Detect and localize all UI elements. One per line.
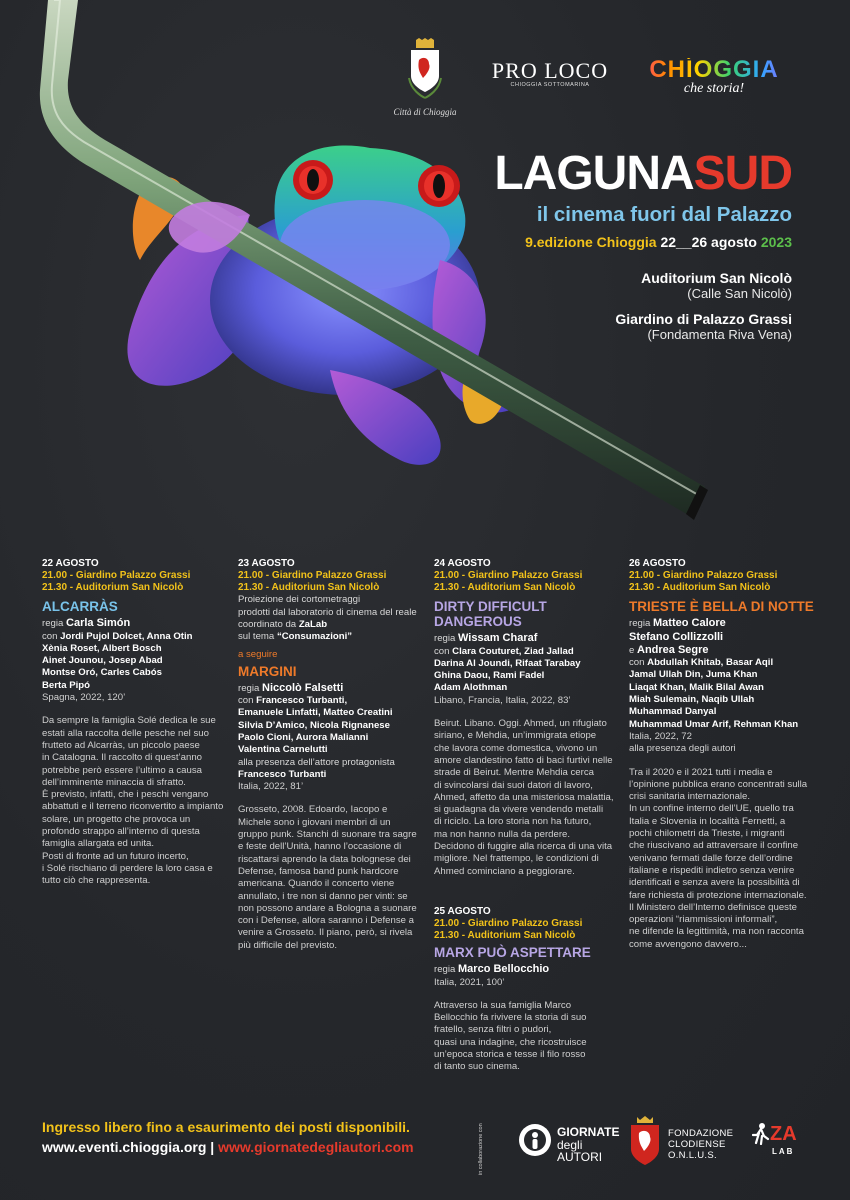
program-col-23 — [238, 558, 428, 952]
screening-date: 23 AGOSTO — [238, 558, 295, 569]
screening-time: 21.30 - Auditorium San Nicolò — [238, 582, 380, 594]
film-presence: alla presenza degli autori — [629, 743, 736, 755]
intro-line: prodotti dal laboratorio di cinema del reale — [238, 606, 417, 618]
regia-label: regia — [629, 618, 651, 630]
venue-giardino — [615, 311, 792, 342]
cast-line: Ghina Daou, Rami Fadel — [434, 670, 545, 682]
synopsis-line: Michele sono i giovani membri di un — [238, 816, 391, 828]
film-director — [238, 682, 428, 695]
intro-line: Proiezione dei cortometraggi — [238, 594, 361, 606]
synopsis-line: solare, un progetto che provoca un — [42, 813, 191, 825]
synopsis-line: venivano fermati dalle forze dell’ordine — [629, 852, 793, 864]
director-name: Carla Simón — [66, 617, 131, 630]
synopsis-line: In un confine interno dell’UE, quello tra — [629, 803, 794, 815]
free-entry-notice: Ingresso libero fino a esaurimento dei posti disponibili. — [42, 1119, 410, 1135]
edition-city: Chioggia — [596, 234, 657, 250]
director-name: Marco Bellocchio — [458, 963, 550, 976]
zalab-logo — [752, 1123, 802, 1163]
synopsis-line: un’epoca storica e tesse il filo rosso — [434, 1049, 586, 1061]
film-title: TRIESTE È BELLA DI NOTTE — [629, 599, 814, 615]
shorts-intro — [238, 594, 428, 643]
synopsis-line: riscattarsi aprendo la data bolognese dei — [238, 853, 411, 865]
regia-label: regia — [42, 618, 64, 630]
citta-di-chioggia-logo — [385, 38, 465, 128]
cast-line: Montse Oró, Carles Cabós — [42, 667, 162, 679]
program-col-26 — [629, 558, 814, 951]
synopsis-line: di riciclo. La loro storia non ha futuro, — [434, 816, 592, 828]
synopsis-line: in Catalogna. Il raccolto di quest’anno — [42, 752, 202, 764]
film-cast — [434, 646, 624, 658]
film-title: MARGINI — [238, 663, 297, 679]
synopsis-line: siriano, e Mehdia, un’immigrata etiope — [434, 730, 597, 742]
film-cast — [238, 695, 428, 707]
cast-line: Berta Pipó — [42, 679, 90, 691]
film-cast — [629, 657, 814, 669]
fondazione-line: O.N.L.U.S. — [668, 1150, 717, 1161]
program-col-25 — [434, 906, 624, 1074]
synopsis-line: dell’imminente minaccia di sfratto. — [42, 776, 186, 788]
film-title — [434, 599, 624, 629]
regia-label: regia — [238, 682, 260, 694]
film-meta: Italia, 2021, 100’ — [434, 976, 505, 988]
synopsis-line: di svincolarsi dai suoi datori di lavoro, — [434, 779, 593, 791]
intro-organization: ZaLab — [298, 618, 328, 630]
synopsis-line: estati alla raccolta delle pesche nel suo — [42, 727, 209, 739]
giornate-degli-autori-logo — [517, 1122, 620, 1164]
screening-time: 21.00 - Giardino Palazzo Grassi — [434, 570, 583, 582]
director-name: Wissam Charaf — [458, 632, 538, 645]
synopsis-line: abbattuti e il terreno riconvertito a impianto — [42, 801, 224, 813]
director-name: Matteo Calore — [653, 617, 726, 630]
film-synopsis — [434, 1000, 624, 1074]
synopsis-line: con i Defense, allora saranno i Defense a — [238, 915, 414, 927]
synopsis-line: Decidono di fuggire alla ricerca di una vita — [434, 841, 613, 853]
regia-label: regia — [434, 633, 456, 645]
synopsis-line: venire a Grosseto. Il piano, però, si rivela — [238, 927, 413, 939]
screening-time: 21.30 - Auditorium San Nicolò — [42, 582, 184, 594]
cast-line: Emanuele Linfatti, Matteo Creatini — [238, 707, 393, 719]
film-title: ALCARRÀS — [42, 599, 118, 615]
synopsis-line: Beirut. Libano. Oggi. Ahmed, un rifugiato — [434, 718, 607, 730]
synopsis-line: operazioni “riammissioni informali”, — [629, 914, 778, 926]
zalab-za-text: ZA — [770, 1123, 797, 1145]
venue-address: (Calle San Nicolò) — [687, 286, 792, 301]
synopsis-line: profondo strappo all’interno di questa — [42, 826, 200, 838]
screening-time: 21.30 - Auditorium San Nicolò — [434, 582, 576, 594]
cast-line: Paolo Cioni, Aurora Malianni — [238, 731, 369, 743]
chioggia-word: CHÍOGGIA — [636, 58, 792, 82]
venue-name: Giardino di Palazzo Grassi — [615, 311, 792, 327]
synopsis-line: italiane e rispediti indietro senza venire — [629, 864, 795, 876]
screening-date: 24 AGOSTO — [434, 558, 491, 569]
camera-reel-icon — [517, 1122, 553, 1158]
link-giornate-autori[interactable]: www.giornatedegliautori.com — [218, 1139, 414, 1155]
intro-theme: “Consumazioni” — [276, 631, 353, 643]
cast-label: con — [629, 657, 645, 669]
synopsis-line: strade di Beirut. Mentre Mehdia cerca — [434, 767, 594, 779]
venue-name: Auditorium San Nicolò — [641, 270, 792, 286]
title-laguna: LAGUNA — [494, 147, 694, 200]
screening-time: 21.30 - Auditorium San Nicolò — [434, 930, 576, 942]
running-figure-icon — [752, 1123, 770, 1145]
intro-line: coordinato da — [238, 618, 297, 630]
synopsis-line: Il Ministero dell’Interno definisce queste — [629, 901, 797, 913]
director-name-3 — [629, 644, 814, 657]
cast-line: Francesco Turbanti, — [256, 695, 348, 707]
collaboration-label — [478, 1105, 492, 1175]
synopsis-line: migliore. Nel frattempo, le condizioni di — [434, 853, 599, 865]
synopsis-line: Ahmed cominciano a peggiorare. — [434, 865, 575, 877]
synopsis-line: Posti di fronte ad un futuro incerto, — [42, 850, 189, 862]
screening-time: 21.00 - Giardino Palazzo Grassi — [629, 570, 778, 582]
synopsis-line: americana. Quando il concerto viene — [238, 878, 395, 890]
film-synopsis — [238, 804, 428, 952]
film-synopsis — [629, 767, 814, 951]
cast-line: Xènia Roset, Albert Bosch — [42, 642, 162, 654]
chioggia-che-storia-logo — [636, 58, 792, 102]
synopsis-line: tutto ciò che rappresenta. — [42, 875, 151, 887]
presence-name: Francesco Turbanti — [238, 768, 327, 780]
synopsis-line: quasi una indagine, che ricostruisce — [434, 1036, 587, 1048]
synopsis-line: gruppo punk. Stanchi di suonare tra sagre — [238, 829, 417, 841]
festival-title — [494, 147, 792, 200]
cast-line: Ainet Jounou, Josep Abad — [42, 655, 163, 667]
zalab-lab-text: LAB — [772, 1147, 795, 1156]
film-meta: Italia, 2022, 72 — [629, 730, 692, 742]
film-meta: Italia, 2022, 81’ — [238, 781, 304, 793]
film-synopsis — [42, 715, 232, 887]
crest-icon — [628, 1115, 662, 1167]
footer-links — [42, 1139, 414, 1155]
synopsis-line: Attraverso la sua famiglia Marco — [434, 999, 572, 1011]
synopsis-line: l’opinione pubblica erano concentrati sulla — [629, 778, 808, 790]
screening-time: 21.30 - Auditorium San Nicolò — [629, 582, 771, 594]
synopsis-line: di tanto suo cinema. — [434, 1061, 520, 1073]
film-director — [434, 963, 624, 976]
film-synopsis — [434, 718, 624, 878]
film-director — [434, 632, 624, 645]
fondazione-text — [668, 1128, 733, 1161]
synopsis-line: i Solé rischiano di perdere la loro casa e — [42, 862, 213, 874]
screening-date: 26 AGOSTO — [629, 558, 686, 569]
cast-line: Abdullah Khitab, Basar Aqil — [647, 657, 774, 669]
synopsis-line: Grosseto, 2008. Edoardo, Iacopo e — [238, 804, 388, 816]
film-meta: Libano, Francia, Italia, 2022, 83’ — [434, 694, 571, 706]
synopsis-line: e feste dell’Unità, hanno l’occasione di — [238, 841, 402, 853]
synopsis-line: frutteto ad Alcarràs, un piccolo paese — [42, 739, 200, 751]
cast-line: Silvia D’Amico, Nicola Rignanese — [238, 719, 390, 731]
fondazione-line: FONDAZIONE — [668, 1128, 734, 1139]
cast-line: Muhammad Umar Arif, Rehman Khan — [629, 718, 799, 730]
fondazione-line: CLODIENSE — [668, 1139, 726, 1150]
director-name-2 — [629, 631, 814, 644]
screening-time: 21.00 - Giardino Palazzo Grassi — [238, 570, 387, 582]
cast-line: Adam Alothman — [434, 682, 508, 694]
a-seguire-label: a seguire — [238, 649, 278, 661]
cast-label: con — [434, 645, 450, 657]
pro-loco-subtext: CHIOGGIA SOTTOMARINA — [510, 82, 590, 88]
synopsis-line: pochi chilometri da Trieste, i migranti — [629, 828, 785, 840]
synopsis-line: Ahmed, affetto da una misteriosa malattia, — [434, 791, 614, 803]
intro-theme-label: sul tema — [238, 631, 275, 643]
film-title-line: DIRTY DIFFICULT — [434, 599, 547, 615]
synopsis-line: amore clandestino fatto di baci furtivi nelle — [434, 754, 613, 766]
edition-dates: 22__26 agosto — [660, 234, 757, 250]
cast-line: Muhammad Danyal — [629, 706, 717, 718]
giornate-text: GIORNATE — [557, 1125, 620, 1139]
citta-caption: Città di Chioggia — [393, 107, 457, 117]
cast-line: Jamal Ullah Din, Juma Khan — [629, 669, 758, 681]
synopsis-line: È previsto, infatti, che i peschi vengano — [42, 789, 209, 801]
edition-number: 9.edizione — [525, 234, 593, 250]
pro-loco-text: PRO LOCO — [491, 58, 609, 83]
film-meta: Spagna, 2022, 120’ — [42, 692, 126, 704]
synopsis-line: famiglia allargata ed unita. — [42, 838, 154, 850]
cast-line: Valentina Carnelutti — [238, 744, 328, 756]
edition-year: 2023 — [760, 234, 792, 250]
synopsis-line: ne difende la legittimità, ma non racconta — [629, 926, 804, 938]
link-eventi-chioggia[interactable]: www.eventi.chioggia.org — [42, 1139, 207, 1155]
screening-date: 22 AGOSTO — [42, 558, 99, 569]
director-name: Niccolò Falsetti — [262, 681, 344, 694]
film-cast — [42, 631, 232, 643]
edition-line — [525, 234, 792, 250]
synopsis-line: Italia e Slovenia in località Fernetti, a — [629, 815, 786, 827]
cast-label: con — [42, 630, 58, 642]
synopsis-line: annullato, i tre non si danno per vinti: se — [238, 890, 408, 902]
festival-subtitle: il cinema fuori dal Palazzo — [536, 203, 792, 226]
link-separator: | — [210, 1139, 215, 1155]
film-presence: alla presenza dell’attore protagonista — [238, 756, 395, 768]
cast-line: Clara Couturet, Ziad Jallad — [452, 645, 574, 657]
pro-loco-logo — [490, 60, 610, 104]
city-crest-icon — [403, 38, 447, 100]
synopsis-line: ma non hanno nulla da perdere. — [434, 828, 571, 840]
synopsis-line: si guadagna da vivere vendendo metalli — [434, 804, 604, 816]
synopsis-line: Defense, famosa band punk hardcore — [238, 865, 399, 877]
cast-line: Jordi Pujol Dolcet, Anna Otin — [60, 630, 193, 642]
venue-address: (Fondamenta Riva Vena) — [647, 327, 792, 342]
synopsis-line: che lavora come domestica, vivono un — [434, 742, 598, 754]
screening-time: 21.00 - Giardino Palazzo Grassi — [434, 918, 583, 930]
autori-text: degli AUTORI — [557, 1138, 603, 1164]
synopsis-line: che riuscivano ad attraversare il confine — [629, 840, 799, 852]
film-title-line: DANGEROUS — [434, 614, 522, 630]
synopsis-line: Da sempre la famiglia Solé dedica le sue — [42, 715, 216, 727]
cast-line: Miah Sulemain, Naqib Ullah — [629, 694, 755, 706]
synopsis-line: fare richiesta di protezione internazionale. — [629, 889, 807, 901]
program-col-22 — [42, 558, 232, 888]
cast-line: Darina Al Joundi, Rifaat Tarabay — [434, 657, 581, 669]
title-sud: SUD — [693, 147, 792, 200]
synopsis-line: Tra il 2020 e il 2021 tutti i media e — [629, 766, 773, 778]
screening-time: 21.00 - Giardino Palazzo Grassi — [42, 570, 191, 582]
program-col-24 — [434, 558, 624, 878]
synopsis-line: fratello, senza filtri o pudori, — [434, 1024, 552, 1036]
film-director — [42, 617, 232, 630]
synopsis-line: Bellocchio fa rivivere la storia di suo — [434, 1012, 587, 1024]
synopsis-line: non possono andare a Bologna a suonare — [238, 902, 417, 914]
synopsis-line: potrebbe però essere l’ultimo a causa — [42, 764, 202, 776]
screening-date: 25 AGOSTO — [434, 906, 491, 917]
fondazione-clodiense-logo — [628, 1115, 748, 1167]
cast-line: Liaqat Khan, Malik Bilal Awan — [629, 681, 764, 693]
collaboration-text: in collaborazione con — [478, 1123, 484, 1175]
director-name: Stefano Collizzolli — [629, 630, 724, 643]
chioggia-tagline: che storia! — [683, 81, 745, 96]
synopsis-line: crisi sanitaria internazionale. — [629, 791, 751, 803]
cast-label: con — [238, 695, 254, 707]
synopsis-line: più difficile del previsto. — [238, 939, 338, 951]
and-label: e — [629, 644, 635, 656]
synopsis-line: come avvengono davvero... — [629, 938, 747, 950]
film-title: MARX PUÒ ASPETTARE — [434, 945, 591, 961]
regia-label: regia — [434, 964, 456, 976]
venue-auditorium — [641, 270, 792, 301]
film-director — [629, 617, 814, 630]
synopsis-line: identificati e senza avere la possibilità di — [629, 877, 800, 889]
director-name: Andrea Segre — [637, 643, 709, 656]
